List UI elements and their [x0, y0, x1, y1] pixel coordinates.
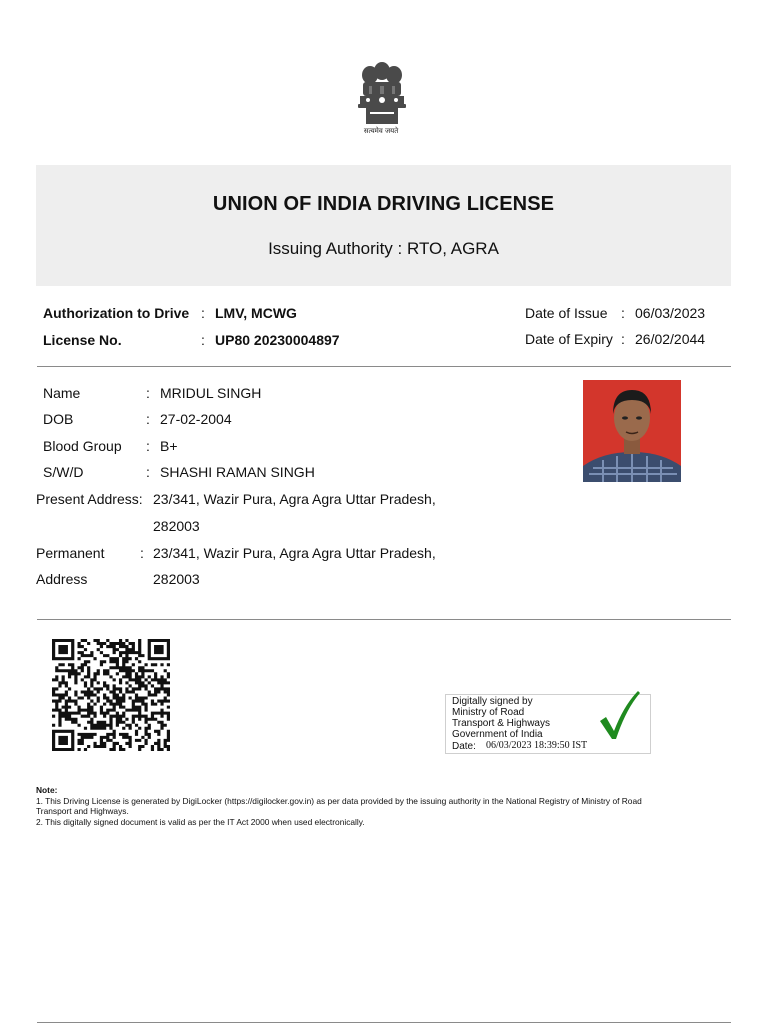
permanent-address-label-cont: Address	[36, 571, 88, 587]
present-address-line1: 23/341, Wazir Pura, Agra Agra Uttar Pradesh,	[153, 491, 436, 507]
present-address-line2: 282003	[153, 518, 200, 534]
permanent-address-label: Permanent	[36, 545, 105, 561]
title-band	[36, 165, 731, 286]
document-title: UNION OF INDIA DRIVING LICENSE	[212, 193, 555, 215]
license-no-separator: :	[201, 332, 205, 348]
expiry-date-separator: :	[621, 331, 625, 347]
dob-separator: :	[146, 411, 150, 427]
blood-group-separator: :	[146, 438, 150, 454]
swd-separator: :	[146, 464, 150, 480]
auth-separator: :	[201, 305, 205, 321]
expiry-date-label: Date of Expiry	[525, 331, 613, 347]
note-item: 2. This digitally signed document is valid as per the IT Act 2000 when used electronically.	[36, 816, 365, 827]
license-no-label: License No.	[43, 332, 122, 348]
name-label: Name	[43, 385, 81, 401]
notes-section	[36, 785, 726, 827]
qr-modules	[52, 639, 170, 751]
signature-date-label: Date:	[452, 741, 476, 752]
license-no-value: UP80 20230004897	[215, 332, 340, 348]
dob-label: DOB	[43, 411, 74, 427]
note-item: 1. This Driving License is generated by DigiLocker (https://digilocker.gov.in) as per data provided by the issuing authority in the National Registry of Ministry of Road	[36, 795, 642, 806]
swd-label: S/W/D	[43, 464, 84, 480]
note-item: Transport and Highways.	[36, 806, 129, 816]
permanent-address-line2: 282003	[153, 571, 200, 587]
checkmark-icon	[596, 687, 640, 743]
divider	[37, 619, 731, 620]
auth-label: Authorization to Drive	[43, 305, 190, 321]
notes-heading: Note:	[36, 785, 58, 795]
issuing-authority: Issuing Authority : RTO, AGRA	[268, 239, 499, 258]
issue-date-value: 06/03/2023	[635, 305, 706, 321]
qr-code	[52, 639, 170, 751]
signature-line: Digitally signed by	[452, 696, 533, 707]
name-value: MRIDUL SINGH	[160, 385, 262, 401]
auth-value: LMV, MCWG	[215, 305, 297, 321]
holder-photo	[583, 380, 681, 482]
name-separator: :	[146, 385, 150, 401]
digital-signature-box	[445, 694, 651, 754]
present-address-label: Present Address:	[36, 491, 143, 507]
signature-line: Transport & Highways	[452, 718, 550, 729]
issue-date-separator: :	[621, 305, 625, 321]
blood-group-label: Blood Group	[43, 438, 122, 454]
expiry-date-value: 26/02/2044	[635, 331, 706, 347]
issue-date-label: Date of Issue	[525, 305, 608, 321]
signature-date-value: 06/03/2023 18:39:50 IST	[486, 740, 588, 751]
permanent-address-separator: :	[140, 545, 144, 561]
emblem-motto: सत्यमेव जयते	[363, 127, 399, 135]
swd-value: SHASHI RAMAN SINGH	[160, 464, 315, 480]
permanent-address-line1: 23/341, Wazir Pura, Agra Agra Uttar Pradesh,	[153, 545, 436, 561]
signature-line: Ministry of Road	[452, 707, 525, 718]
blood-group-value: B+	[160, 438, 178, 454]
dob-value: 27-02-2004	[160, 411, 232, 427]
footer-divider	[37, 1022, 731, 1023]
divider	[37, 366, 731, 367]
signature-line: Government of India	[452, 729, 543, 740]
